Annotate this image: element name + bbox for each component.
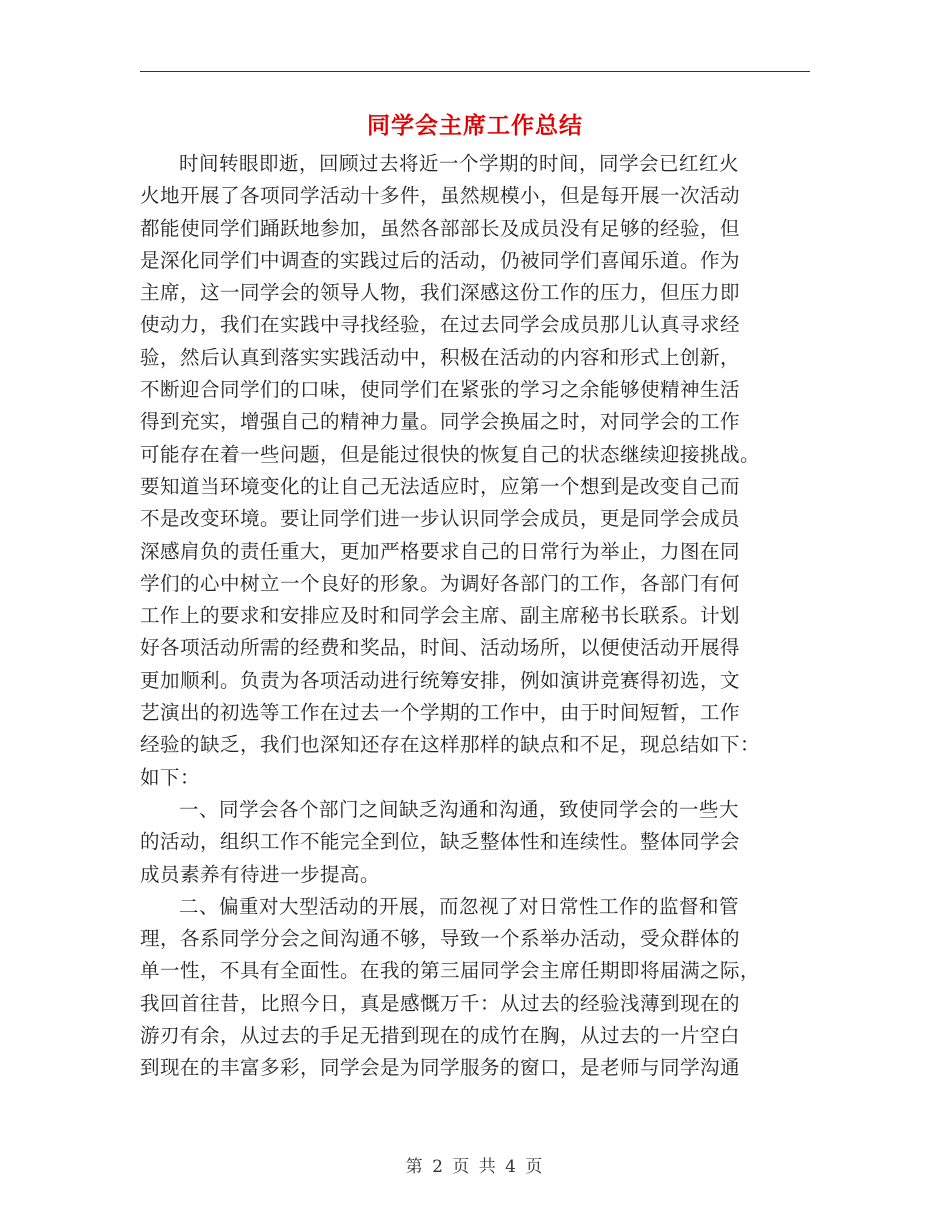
text-line: 理，各系同学分会之间沟通不够，导致一个系举办活动，受众群体的 [140,927,741,951]
text-line: 得到充实，增强自己的精神力量。同学会换届之时，对同学会的工作 [140,410,741,434]
text-line: 经验的缺乏，我们也深知还存在这样那样的缺点和不足，现总结如下： [140,733,761,757]
text-line: 好各项活动所需的经费和奖品，时间、活动场所，以便使活动开展得 [140,636,741,660]
text-line: 更加顺利。负责为各项活动进行统筹安排，例如演讲竞赛得初选，文 [140,668,741,692]
document-title: 同学会主席工作总结 [367,112,583,139]
text-line: 使动力，我们在实践中寻找经验，在过去同学会成员那儿认真寻求经 [140,313,741,337]
paragraph-point-one [140,794,805,891]
text-line: 艺演出的初选等工作在过去一个学期的工作中，由于时间短暂，工作 [140,701,741,725]
text-line: 我回首往昔，比照今日，真是感慨万千：从过去的经验浅薄到现在的 [140,991,741,1015]
page-footer: 第 2 页 共 4 页 [405,1157,545,1177]
text-line: 时间转眼即逝，回顾过去将近一个学期的时间，同学会已红红火 [179,152,740,175]
text-line: 学们的心中树立一个良好的形象。为调好各部门的工作，各部门有何 [140,571,741,595]
text-line: 可能存在着一些问题，但是能过很快的恢复自己的状态继续迎接挑战。 [140,442,761,466]
text-line: 火地开展了各项同学活动十多件，虽然规模小，但是每开展一次活动 [140,184,741,208]
text-line: 单一性，不具有全面性。在我的第三届同学会主席任期即将届满之际， [140,959,761,983]
text-line: 要知道当环境变化的让自己无法适应时，应第一个想到是改变自己而 [140,474,741,498]
text-line: 不是改变环境。要让同学们进一步认识同学会成员，更是同学会成员 [140,507,741,531]
text-line: 是深化同学们中调查的实践过后的活动，仍被同学们喜闻乐道。作为 [140,248,741,272]
text-line: 主席，这一同学会的领导人物，我们深感这份工作的压力，但压力即 [140,281,741,305]
document-body [140,148,805,1085]
text-line: 到现在的丰富多彩，同学会是为同学服务的窗口，是老师与同学沟通 [140,1056,741,1080]
text-line: 不断迎合同学们的口味，使同学们在紧张的学习之余能够使精神生活 [140,378,741,402]
paragraph-point-two [140,891,805,1085]
header-rule [140,71,810,72]
text-line: 成员素养有待进一步提高。 [140,862,381,886]
text-line: 深感肩负的责任重大，更加严格要求自己的日常行为举止，力图在同 [140,539,741,563]
text-line: 游刃有余，从过去的手足无措到现在的成竹在胸，从过去的一片空白 [140,1024,741,1048]
text-line: 工作上的要求和安排应及时和同学会主席、副主席秘书长联系。计划 [140,604,741,628]
text-line: 都能使同学们踊跃地参加，虽然各部部长及成员没有足够的经验，但 [140,216,741,240]
paragraph-intro [140,148,805,794]
text-line: 验，然后认真到落实实践活动中，积极在活动的内容和形式上创新， [140,345,741,369]
text-line: 的活动，组织工作不能完全到位，缺乏整体性和连续性。整体同学会 [140,830,741,854]
text-line: 如下： [140,765,201,789]
text-line: 二、偏重对大型活动的开展，而忽视了对日常性工作的监督和管 [179,894,740,918]
text-line: 一、同学会各个部门之间缺乏沟通和沟通，致使同学会的一些大 [179,797,740,821]
